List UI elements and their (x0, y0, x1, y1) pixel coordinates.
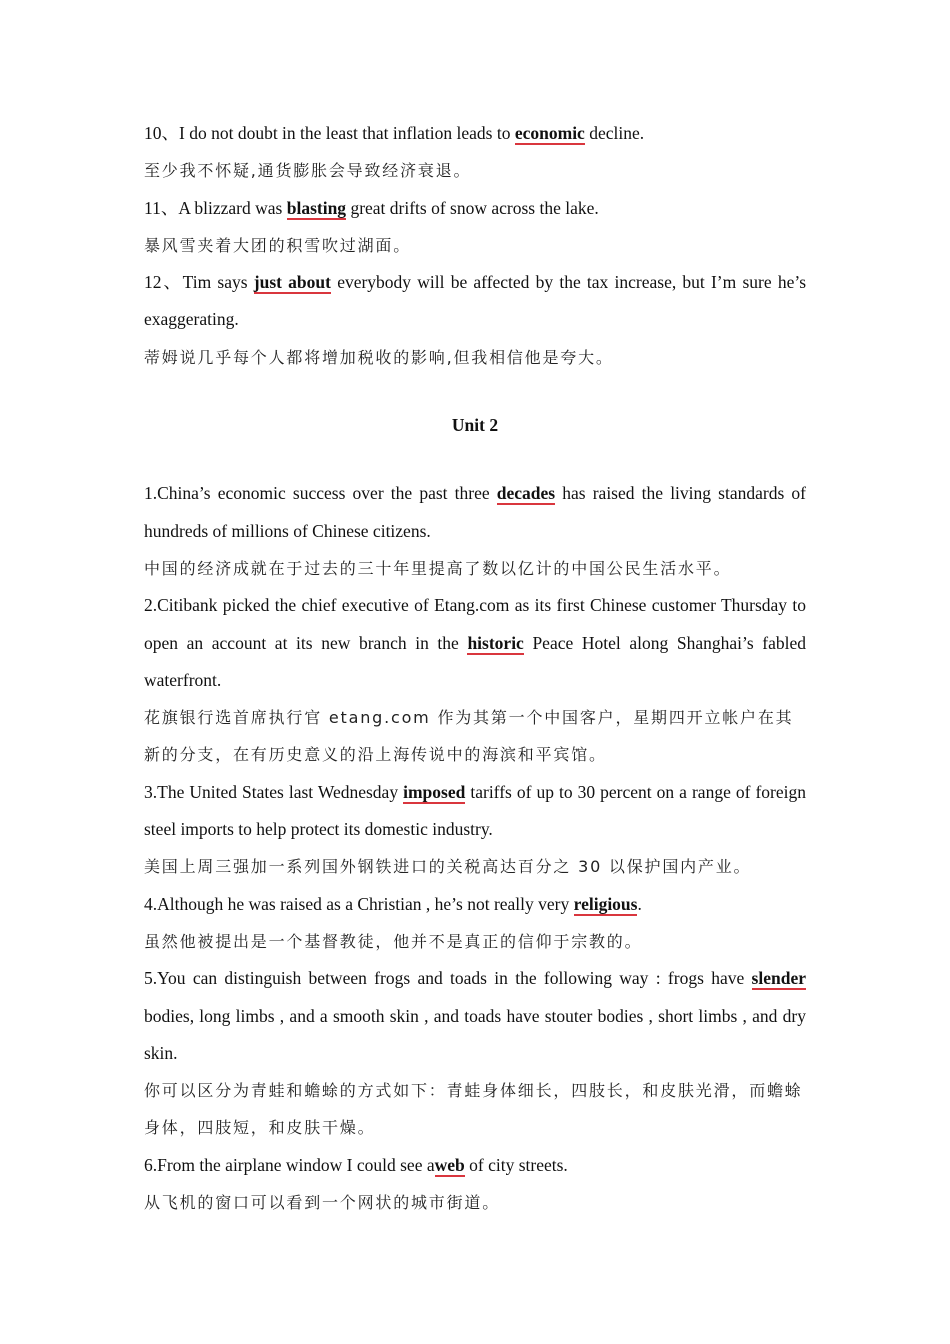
sentence-after: . (637, 893, 642, 914)
sentence-after: decline. (584, 123, 645, 143)
sentence-before: I do not doubt in the least that inflation leads to (179, 123, 515, 143)
chinese-translation: 蒂姆说几乎每个人都将增加税收的影响,但我相信他是夸大。 (144, 347, 614, 367)
english-sentence (144, 774, 806, 849)
english-sentence (144, 960, 806, 1072)
chinese-translation: 至少我不怀疑,通货膨胀会导致经济衰退。 (144, 161, 472, 181)
english-sentence (144, 587, 806, 699)
english-sentence (144, 190, 806, 227)
chinese-translation: 美国上周三强加一系列国外钢铁进口的关税高达百分之 30 以保护国内产业。 (144, 857, 752, 877)
sentence-after: great drifts of snow across the lake. (346, 197, 599, 218)
keyword: historic (467, 632, 524, 653)
spacer (144, 376, 806, 407)
sentence-number: 1. (144, 483, 158, 504)
sentence-after: everybody will be affected by the tax increase, but I’m sure he’s exaggerating. (144, 272, 807, 330)
keyword: imposed (403, 781, 466, 802)
english-sentence (144, 1147, 806, 1184)
spacer (144, 444, 806, 475)
sentence-block-u2-3 (144, 774, 806, 886)
sentence-before: From the airplane window I could see a (157, 1154, 435, 1175)
sentence-before: Although he was raised as a Christian , he’s not really very (157, 893, 574, 914)
keyword: just about (253, 272, 331, 293)
sentence-block-u2-1 (144, 475, 806, 587)
sentence-before: The United States last Wednesday (157, 781, 404, 802)
unit-heading: Unit 2 (451, 415, 499, 436)
sentence-block-12 (144, 264, 806, 376)
english-sentence (144, 264, 806, 339)
keyword: economic (514, 123, 585, 143)
keyword: web (434, 1154, 465, 1175)
sentence-before: You can distinguish between frogs and toads in the following way : frogs have (157, 968, 752, 989)
chinese-translation: 虽然他被提出是一个基督教徒，他并不是真正的信仰于宗教的。 (144, 931, 643, 951)
sentence-number: 11、 (144, 197, 179, 218)
document-content (144, 115, 806, 1221)
sentence-after: tariffs of up to 30 percent on a range of foreign steel imports to help protect its domestic industry. (144, 781, 806, 840)
sentence-number: 10、 (144, 123, 179, 143)
sentence-number: 12、 (144, 272, 183, 293)
sentence-number: 2. (144, 595, 158, 616)
keyword: slender (751, 968, 806, 989)
sentence-after: has raised the living standards of hundreds of millions of Chinese citizens. (144, 483, 806, 541)
sentence-block-10 (144, 115, 806, 190)
chinese-translation: 你可以区分为青蛙和蟾蜍的方式如下：青蛙身体细长，四肢长，和皮肤光滑，而蟾蜍身体，四肢短，和皮肤干燥。 (144, 1081, 803, 1138)
chinese-translation: 花旗银行选首席执行官 etang.com 作为其第一个中国客户，星期四开立帐户在其新的分支，在有历史意义的沿上海传说中的海滨和平宾馆。 (144, 708, 794, 765)
sentence-after: bodies, long limbs , and a smooth skin , and toads have stouter bodies , short limbs , and dry skin. (144, 1005, 806, 1063)
keyword: blasting (286, 197, 347, 218)
english-sentence (144, 475, 806, 550)
english-sentence (144, 886, 806, 923)
sentence-after: Peace Hotel along Shanghai’s fabled waterfront. (144, 632, 807, 690)
keyword: religious (573, 893, 638, 914)
chinese-translation: 中国的经济成就在于过去的三十年里提高了数以亿计的中国公民生活水平。 (144, 558, 732, 578)
sentence-before: Tim says (182, 272, 254, 293)
sentence-block-11 (144, 190, 806, 265)
sentence-number: 5. (144, 968, 158, 989)
sentence-number: 4. (144, 893, 158, 914)
sentence-before: China’s economic success over the past three (157, 483, 497, 504)
english-sentence (144, 115, 806, 152)
sentence-block-u2-5 (144, 960, 806, 1146)
sentence-number: 6. (144, 1154, 158, 1175)
chinese-translation: 暴风雪夹着大团的积雪吹过湖面。 (144, 235, 412, 255)
sentence-before: A blizzard was (178, 197, 287, 218)
sentence-block-u2-2 (144, 587, 806, 773)
sentence-block-u2-6 (144, 1147, 806, 1222)
sentence-block-u2-4 (144, 886, 806, 961)
sentence-number: 3. (144, 781, 158, 802)
chinese-translation: 从飞机的窗口可以看到一个网状的城市街道。 (144, 1193, 501, 1213)
keyword: decades (496, 483, 556, 504)
sentence-after: of city streets. (464, 1154, 568, 1175)
sentence-before: Citibank picked the chief executive of Etang.com as its first Chinese customer Thursday to open an account at its new branch in the (144, 595, 806, 653)
